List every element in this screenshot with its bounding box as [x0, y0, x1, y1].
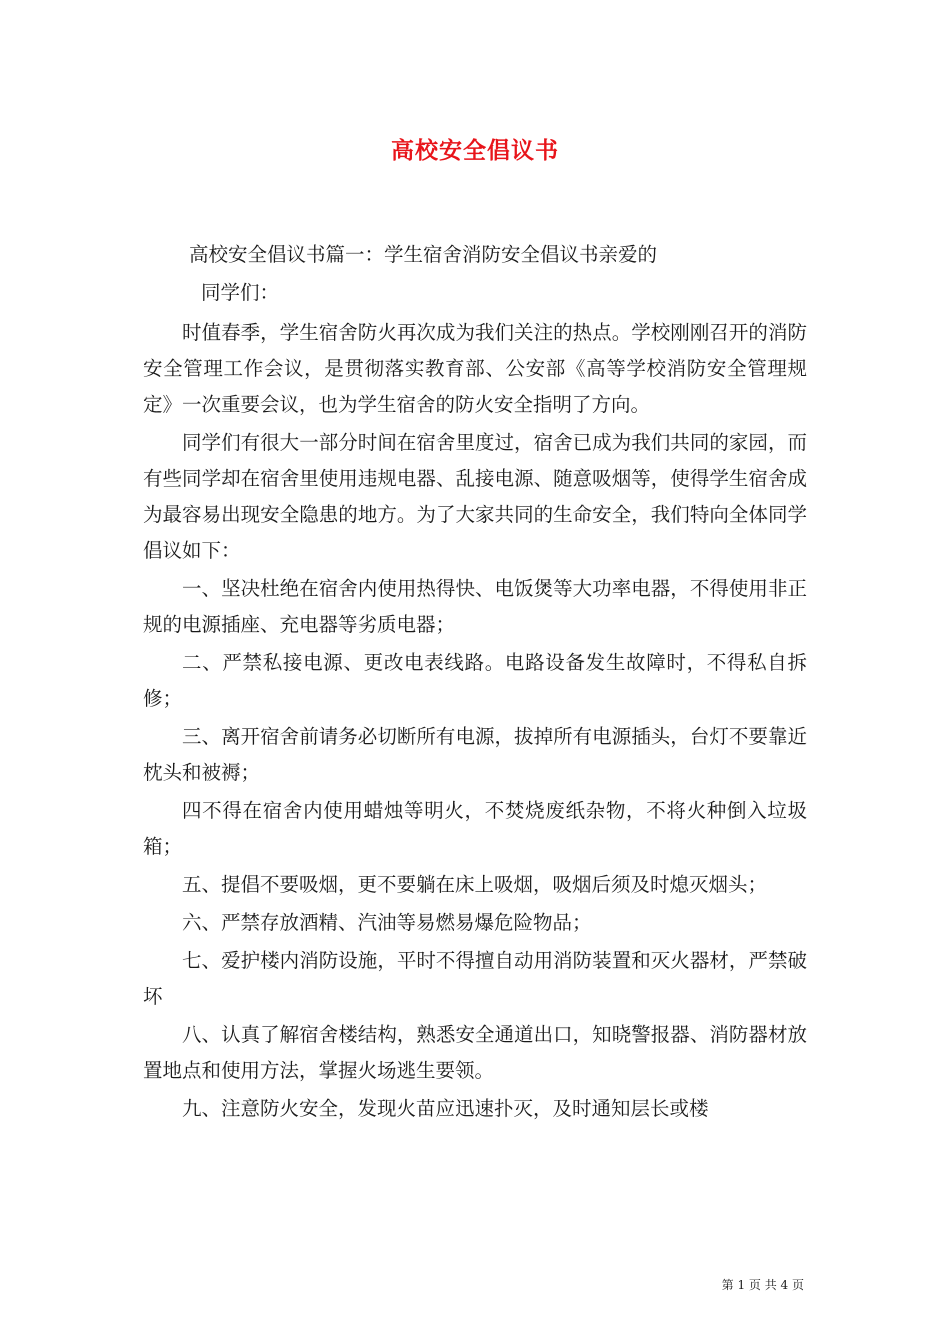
paragraph-salutation: 同学们： [201, 281, 280, 304]
paragraph-item-6: 六、严禁存放酒精、汽油等易燃易爆危险物品； [182, 911, 592, 934]
paragraph-item-3: 三、离开宿舍前请务必切断所有电源，拔掉所有电源插头，台灯不要靠近枕头和被褥； [143, 725, 807, 784]
paragraph-item-4: 四不得在宿舍内使用蜡烛等明火，不焚烧废纸杂物，不将火种倒入垃圾箱； [143, 799, 807, 858]
paragraph-intro: 时值春季，学生宿舍防火再次成为我们关注的热点。学校刚刚召开的消防安全管理工作会议，是贯彻落实教育部、公安部《高等学校消防安全管理规定》一次重要会议，也为学生宿舍的防火安全指明了方向。 [143, 321, 807, 416]
paragraph-item-8: 八、认真了解宿舍楼结构，熟悉安全通道出口，知晓警报器、消防器材放置地点和使用方法，掌握火场逃生要领。 [143, 1023, 807, 1082]
paragraph-item-2: 二、严禁私接电源、更改电表线路。电路设备发生故障时，不得私自拆修； [143, 651, 807, 710]
paragraph-heading-line: 高校安全倡议书篇一：学生宿舍消防安全倡议书亲爱的 [189, 243, 658, 266]
document-title: 高校安全倡议书 [391, 137, 559, 164]
paragraph-item-5: 五、提倡不要吸烟，更不要躺在床上吸烟，吸烟后须及时熄灭烟头； [182, 873, 768, 896]
paragraph-context: 同学们有很大一部分时间在宿舍里度过，宿舍已成为我们共同的家园，而有些同学却在宿舍里使用违规电器、乱接电源、随意吸烟等，使得学生宿舍成为最容易出现安全隐患的地方。为了大家共同的生命安全，我们特向全体同学倡议如下： [143, 431, 807, 562]
paragraph-item-9: 九、注意防火安全，发现火苗应迅速扑灭，及时通知层长或楼 [182, 1097, 709, 1120]
paragraph-item-7: 七、爱护楼内消防设施，平时不得擅自动用消防装置和灭火器材，严禁破坏 [143, 949, 807, 1008]
paragraph-item-1: 一、坚决杜绝在宿舍内使用热得快、电饭煲等大功率电器，不得使用非正规的电源插座、充电器等劣质电器； [143, 577, 807, 636]
document-body [143, 237, 807, 1129]
page-number-footer: 第 1 页 共 4 页 [721, 1278, 804, 1292]
